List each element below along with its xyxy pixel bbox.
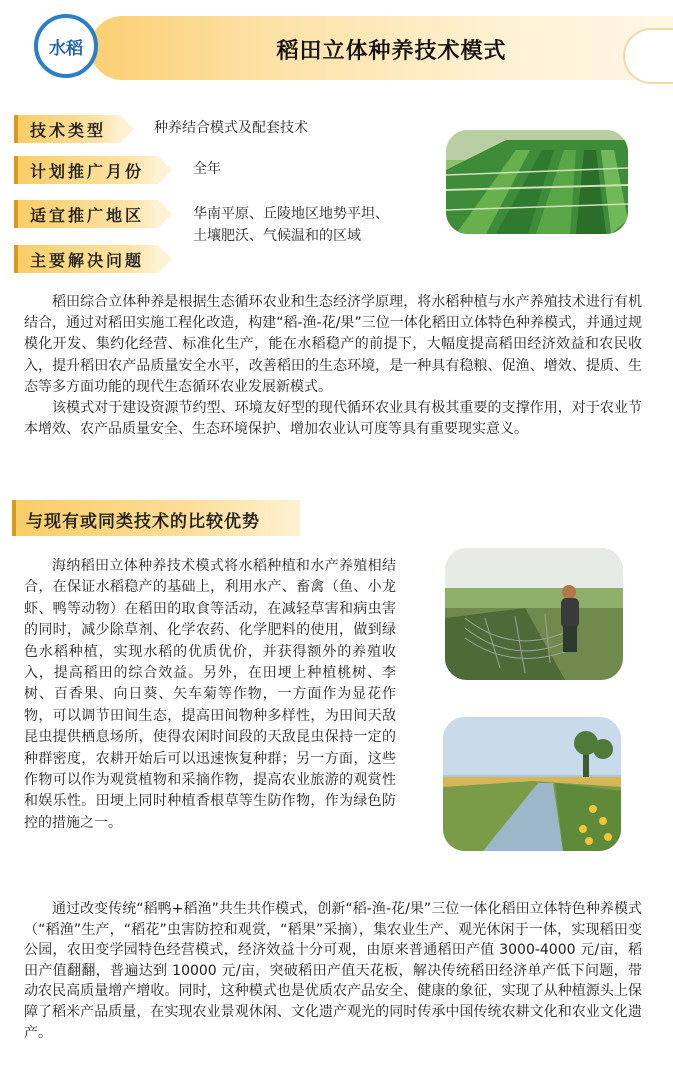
- tech-type-value: 种养结合模式及配套技术: [154, 120, 308, 136]
- canal-flowers-photo: [443, 717, 621, 851]
- month-label: 计划推广月份: [14, 156, 158, 184]
- problem-text: [24, 292, 642, 440]
- problem-label: 主要解决问题: [14, 245, 158, 273]
- problem-paragraph-1: 稻田综合立体种养是根据生态循环农业和生态经济学原理，将水稻种植与水产养殖技术进行有机结合，通过对稻田实施工程化改造，构建“稻-渔-花/果”三位一体化稻田立体特色种养模式，并通过规模化开发、集约化经营、标准化生产，能在水稻稳产的前提下，大幅度提高稻田经济效益和农民收入，提升稻田农产品质量安全水平，改善稻田的生态环境，是一种具有稳粮、促渔、增效、提质、生态等多方面功能的现代生态循环农业发展新模式。: [24, 294, 642, 395]
- advantage-paragraph-2: 通过改变传统“稻鸭+稻渔”共生共作模式，创新“稻-渔-花/果”三位一体化稻田立体特色种养模式（“稻渔”生产，“稻花”虫害防控和观赏，“稻果”采摘），集农业生产、观光休闲于一体，实现稻田变公园，农田变学园特色经营模式，经济效益十分可观，由原来普通稻田产值 3000-4000 元/亩，稻田产值翻翻，普遍达到 10000 元/亩，突破稻田产值天花板，解决传统稻田经济单产低下问题，带动农民高质量增产增收。同时，这种模式也是优质农产品安全、健康的象征，实现了从种植源头上保障了稻米产品质量，在实现农业景观休闲、文化遗产观光的同时传承中国传统农耕文化和农业文化遗产。: [24, 901, 642, 1041]
- farmer-fishing-photo: [445, 548, 623, 680]
- advantage-text-2: [24, 899, 642, 1043]
- tech-type-label: 技术类型: [14, 115, 120, 143]
- month-value: 全年: [193, 161, 221, 177]
- advantage-paragraph-1: 海纳稻田立体种养技术模式将水稻种植和水产养殖相结合，在保证水稻稳产的基础上，利用水产、畜禽（鱼、小龙虾、鸭等动物）在稻田的取食等活动，在减轻草害和病虫害的同时，减少除草剂、化学农药、化学肥料的使用，做到绿色水稻种植，实现水稻的优质优价，并获得额外的养殖收入，提高稻田的综合效益。另外，在田埂上种植桃树、李树、百香果、向日葵、矢车菊等作物，一方面作为显花作物，可以调节田间生态，提高田间物种多样性，为田间天敌昆虫提供栖息场所，使得农闲时间段的天敌昆虫保持一定的种群密度，农耕开始后可以迅速恢复种群；另一方面，这些作物可以作为观赏植物和采摘作物，提高农业旅游的观赏性和娱乐性。田埂上同时种植香根草等生防作物，作为绿色防控的措施之一。: [24, 558, 396, 831]
- advantage-heading: 与现有或同类技术的比较优势: [12, 500, 300, 536]
- problem-paragraph-2: 该模式对于建设资源节约型、环境友好型的现代循环农业具有极其重要的支撑作用，对于农业节本增效、农产品质量安全、生态环境保护、增加农业认可度等具有重要现实意义。: [24, 400, 642, 438]
- region-label: 适宜推广地区: [14, 200, 158, 228]
- page-title: 稻田立体种养技术模式: [276, 39, 507, 64]
- aerial-paddy-photo: [446, 130, 628, 234]
- category-badge-label: 水稻: [49, 38, 83, 59]
- region-value: [193, 203, 389, 247]
- advantage-text-1: [24, 556, 396, 834]
- region-value-line2: 土壤肥沃、气候温和的区域: [193, 228, 361, 244]
- region-value-line1: 华南平原、丘陵地区地势平坦、: [193, 206, 389, 222]
